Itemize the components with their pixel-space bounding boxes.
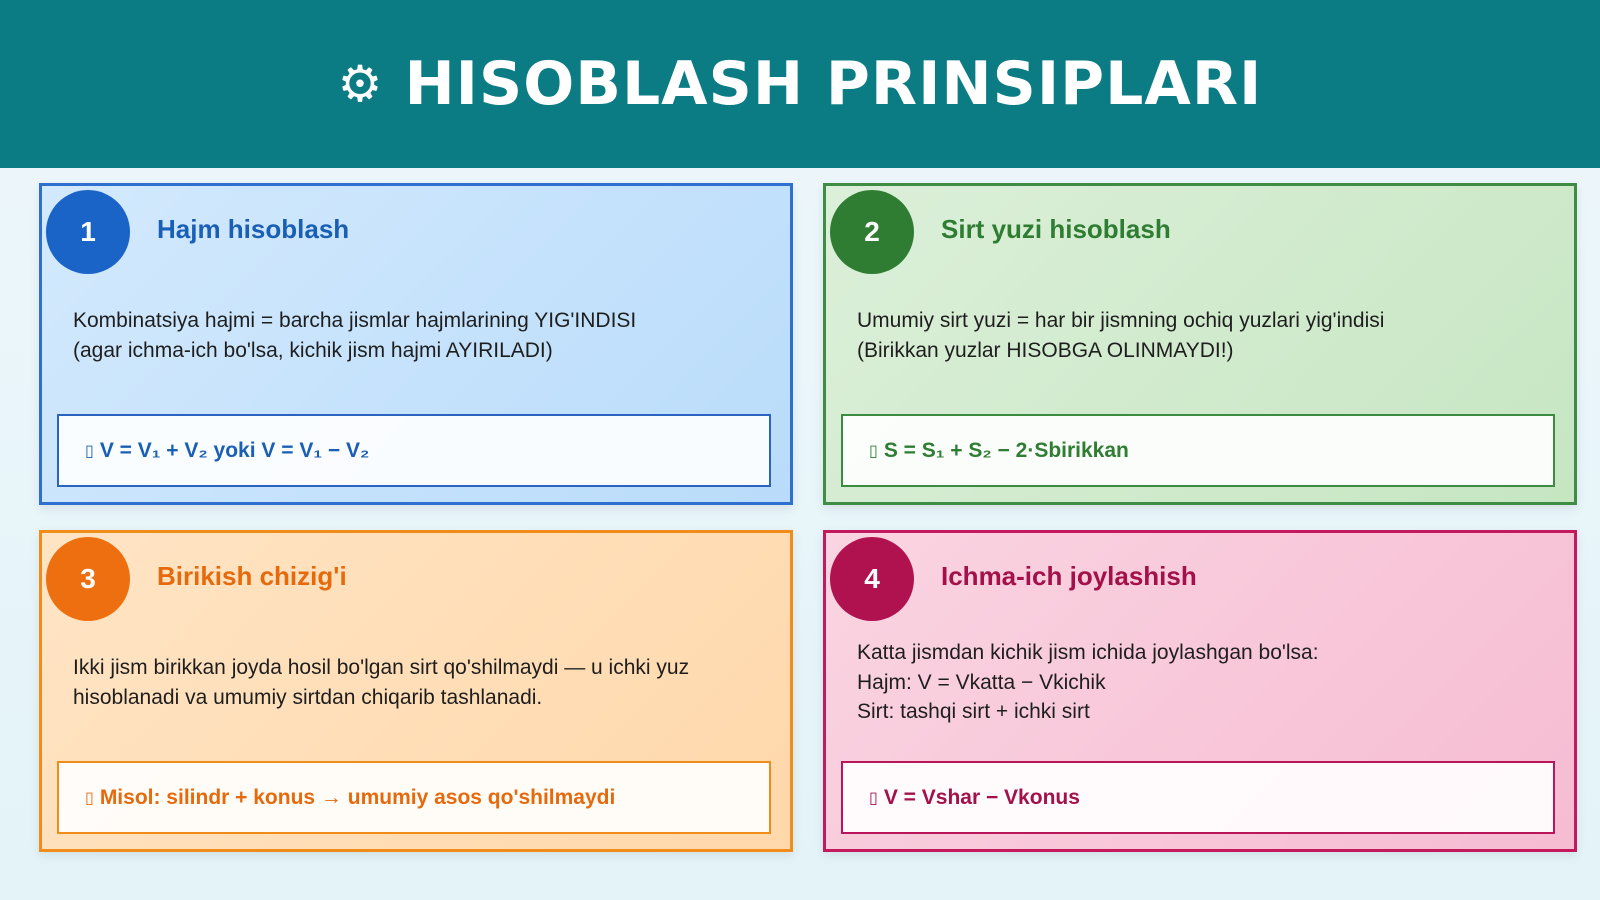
card-number-badge: 3 — [46, 537, 130, 621]
card-title: Hajm hisoblash — [157, 214, 350, 244]
page-title: HISOBLASH PRINSIPLARI — [404, 49, 1263, 119]
card-number-badge: 2 — [830, 190, 914, 274]
formula-icon: ▯ — [85, 441, 94, 460]
formula-text: S = S₁ + S₂ − 2·Sbirikkan — [883, 438, 1129, 462]
card-description — [73, 306, 760, 365]
card-description — [857, 638, 1544, 727]
description-line: (Birikkan yuzlar HISOBGA OLINMAYDI!) — [857, 338, 1234, 362]
card-title: Birikish chizig'i — [157, 561, 347, 591]
gear-icon: ⚙ — [337, 55, 383, 113]
card-title: Sirt yuzi hisoblash — [941, 214, 1171, 244]
description-line: Ikki jism birikkan joyda hosil bo'lgan sirt qo'shilmaydi — u ichki yuz — [73, 656, 690, 679]
description-line: Umumiy sirt yuzi = har bir jismning ochiq yuzlari yig'indisi — [857, 309, 1385, 332]
principle-card-nested — [823, 530, 1577, 852]
card-number-badge: 1 — [46, 190, 130, 274]
principle-card-volume — [39, 183, 793, 505]
formula-icon: ▯ — [869, 788, 878, 807]
header-banner — [0, 0, 1600, 168]
formula-text: V = V₁ + V₂ yoki V = V₁ − V₂ — [99, 438, 370, 462]
formula-box — [57, 414, 771, 487]
principle-card-surface-area — [823, 183, 1577, 505]
formula-text: V = Vshar − Vkonus — [883, 785, 1080, 809]
card-number-badge: 4 — [830, 537, 914, 621]
description-line: Katta jismdan kichik jism ichida joylashgan bo'lsa: — [857, 641, 1319, 664]
formula-icon: ▯ — [869, 441, 878, 460]
formula-box — [841, 414, 1555, 487]
card-title: Ichma-ich joylashish — [941, 561, 1197, 591]
description-line: Kombinatsiya hajmi = barcha jismlar hajmlarining YIG'INDISI — [73, 309, 637, 332]
card-description — [73, 653, 760, 712]
description-line: Sirt: tashqi sirt + ichki sirt — [857, 700, 1090, 723]
card-description — [857, 306, 1544, 365]
description-line: (agar ichma-ich bo'lsa, kichik jism hajmi AYIRILADI) — [73, 338, 553, 362]
formula-box — [841, 761, 1555, 834]
description-line: hisoblanadi va umumiy sirtdan chiqarib tashlanadi. — [73, 685, 543, 709]
description-line: Hajm: V = Vkatta − Vkichik — [857, 670, 1106, 694]
formula-text: Misol: silindr + konus → umumiy asos qo'shilmaydi — [99, 785, 616, 809]
formula-icon: ▯ — [85, 788, 94, 807]
principle-card-joint-line — [39, 530, 793, 852]
formula-box — [57, 761, 771, 834]
